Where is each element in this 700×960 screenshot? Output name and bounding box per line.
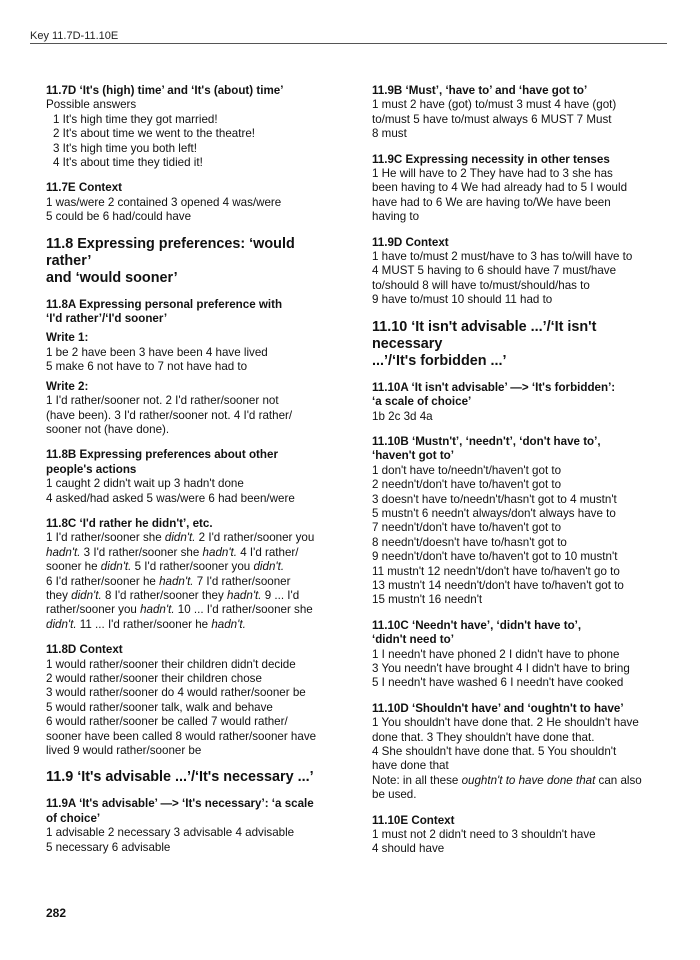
answer-line: 9 have to/must 10 should 11 had to: [372, 293, 553, 307]
section-heading: 11.10E Context: [372, 813, 455, 827]
section-11-9d: [372, 236, 668, 308]
answer-line: 7 needn't/don't have to/haven't got to: [372, 521, 562, 535]
answer-line: 8 must: [372, 127, 407, 141]
section-11-10b: [372, 435, 668, 608]
section-11-10: [372, 319, 668, 370]
section-11-10a: [372, 381, 668, 424]
section-11-8: [46, 236, 342, 287]
section-heading: 11.10D ‘Shouldn't have’ and ‘oughtn't to have’: [372, 701, 624, 715]
answer-line: they didn't. 8 I'd rather/sooner they hadn't. 9 ... I'd: [46, 588, 300, 602]
answer-line: 1 caught 2 didn't wait up 3 hadn't done: [46, 477, 244, 491]
answer-line: 5 could be 6 had/could have: [46, 210, 192, 224]
answer-line: 5 necessary 6 advisable: [46, 840, 171, 854]
answer-line: 4 MUST 5 having to 6 should have 7 must/have: [372, 264, 617, 278]
section-11-10e: [372, 814, 668, 857]
answer-line: 2 needn't/don't have to/haven't got to: [372, 478, 562, 492]
answer-line: to/should 8 will have to/must/should/has to: [372, 278, 590, 292]
section-11-8d: [46, 643, 342, 758]
answer-line: 1 advisable 2 necessary 3 advisable 4 advisable: [46, 826, 295, 840]
section-heading: 11.8B Expressing preferences about other people's actions: [46, 448, 278, 476]
section-11-8c: [46, 517, 342, 632]
exercise-subheading: Write 2:: [46, 379, 89, 393]
section-heading: 11.8C ‘I'd rather he didn't’, etc.: [46, 516, 213, 530]
answer-line: 1 was/were 2 contained 3 opened 4 was/were: [46, 195, 282, 209]
answer-line: been having to 4 We had already had to 5 I would: [372, 181, 628, 195]
answer-line: sooner not (have done).: [46, 422, 170, 436]
answer-line: 4 She shouldn't have done that. 5 You shouldn't: [372, 745, 617, 759]
section-heading: 11.9C Expressing necessity in other tenses: [372, 152, 610, 166]
answer-line: sooner have been called 8 would rather/sooner have: [46, 729, 317, 743]
intro-text: Possible answers: [46, 98, 137, 112]
section-heading: 11.9A ‘It's advisable’ —> ‘It's necessary’: ‘a scale of choice’: [46, 797, 314, 825]
section-heading: 11.8A Expressing personal preference with ‘I'd rather’/‘I'd sooner’: [46, 297, 283, 326]
answer-line: 1 I'd rather/sooner she didn't. 2 I'd rather/sooner you: [46, 531, 315, 545]
answer-line: 2 It's about time we went to the theatre!: [53, 127, 255, 141]
section-11-9a: [46, 797, 342, 855]
answer-line: 4 It's about time they tidied it!: [53, 156, 203, 170]
right-column: [372, 84, 668, 868]
chapter-heading: 11.10 ‘It isn't advisable ...’/‘It isn't necessary ...’/‘It's forbidden ...’: [372, 318, 597, 369]
chapter-heading: 11.8 Expressing preferences: ‘would rather’ and ‘would sooner’: [46, 235, 295, 286]
answer-line: sooner he didn't. 5 I'd rather/sooner you didn't.: [46, 560, 285, 574]
answer-line: have had to 6 We are having to/We have been: [372, 195, 611, 209]
answer-line: 4 asked/had asked 5 was/were 6 had been/were: [46, 491, 295, 505]
chapter-heading: 11.9 ‘It's advisable ...’/‘It's necessary ...’: [46, 769, 314, 786]
answer-line: lived 9 would rather/sooner be: [46, 744, 202, 758]
answer-line: 1b 2c 3d 4a: [372, 409, 433, 423]
note-line: Note: in all these oughtn't to have done that can also: [372, 773, 642, 787]
answer-line: 1 It's high time they got married!: [53, 112, 218, 126]
answer-line: 1 don't have to/needn't/haven't got to: [372, 463, 562, 477]
section-11-9b: [372, 84, 668, 142]
answer-line: 15 mustn't 16 needn't: [372, 593, 483, 607]
section-11-9c: [372, 153, 668, 225]
answer-line: 5 make 6 not have to 7 not have had to: [46, 360, 248, 374]
running-header: Key 11.7D-11.10E: [30, 30, 119, 42]
answer-line: have done that: [372, 759, 449, 773]
answer-line: 1 would rather/sooner their children didn't decide: [46, 657, 296, 671]
answer-line: 5 I needn't have washed 6 I needn't have cooked: [372, 676, 624, 690]
section-heading: 11.9D Context: [372, 235, 449, 249]
section-11-10c: [372, 619, 668, 691]
answer-line: 6 would rather/sooner be called 7 would rather/: [46, 715, 288, 729]
answer-line: to/must 5 have to/must always 6 MUST 7 Must: [372, 112, 612, 126]
answer-line: 8 needn't/doesn't have to/hasn't got to: [372, 535, 567, 549]
answer-line: 11 mustn't 12 needn't/don't have to/haven't go to: [372, 564, 620, 578]
section-heading: 11.10A ‘It isn't advisable’ —> ‘It's forbidden’: ‘a scale of choice’: [372, 380, 616, 409]
answer-line: 9 needn't/don't have to/haven't got to 10 mustn't: [372, 550, 618, 564]
page-number: 282: [46, 906, 67, 920]
answer-line: 4 should have: [372, 842, 445, 856]
answer-line: 3 You needn't have brought 4 I didn't have to bring: [372, 662, 630, 675]
answer-line: 1 You shouldn't have done that. 2 He shouldn't have: [372, 716, 639, 730]
answer-line: 5 would rather/sooner talk, walk and behave: [46, 700, 273, 714]
answer-line: 1 must 2 have (got) to/must 3 must 4 have (got): [372, 98, 617, 112]
answer-line: 1 be 2 have been 3 have been 4 have lived: [46, 345, 268, 359]
answer-line: 1 have to/must 2 must/have to 3 has to/will have to: [372, 250, 633, 264]
answer-line: hadn't. 3 I'd rather/sooner she hadn't. 4 I'd rather/: [46, 545, 299, 559]
section-heading: 11.10B ‘Mustn't’, ‘needn't’, ‘don't have to’, ‘haven't got to’: [372, 434, 601, 463]
answer-line: 1 I'd rather/sooner not. 2 I'd rather/sooner not: [46, 394, 279, 408]
answer-line: 2 would rather/sooner their children chose: [46, 672, 262, 685]
section-11-9: [46, 769, 342, 786]
section-11-8a: [46, 298, 342, 438]
note-line: be used.: [372, 788, 417, 802]
section-heading: 11.7E Context: [46, 181, 123, 195]
answer-line: 6 I'd rather/sooner he hadn't. 7 I'd rather/sooner: [46, 574, 291, 588]
section-11-8b: [46, 448, 342, 506]
answer-line: didn't. 11 ... I'd rather/sooner he hadn't.: [46, 617, 246, 631]
exercise-subheading: Write 1:: [46, 331, 89, 345]
section-11-10d: [372, 702, 668, 803]
answer-line: 3 doesn't have to/needn't/hasn't got to 4 mustn't: [372, 492, 617, 506]
answer-line: 1 He will have to 2 They have had to 3 she has: [372, 167, 613, 181]
answer-line: 13 mustn't 14 needn't/don't have to/haven't got to: [372, 578, 624, 592]
section-heading: 11.7D ‘It's (high) time’ and ‘It's (about) time’: [46, 84, 284, 97]
answer-line: having to: [372, 210, 420, 224]
section-heading: 11.8D Context: [46, 643, 123, 657]
section-heading: 11.10C ‘Needn't have’, ‘didn't have to’, ‘didn't need to’: [372, 618, 582, 647]
answer-line: 3 would rather/sooner do 4 would rather/sooner be: [46, 686, 306, 700]
section-heading: 11.9B ‘Must’, ‘have to’ and ‘have got to’: [372, 84, 588, 97]
section-11-7d: [46, 84, 342, 170]
answer-line: 1 I needn't have phoned 2 I didn't have to phone: [372, 647, 620, 661]
left-column: [46, 84, 342, 866]
answer-line: done that. 3 They shouldn't have done that.: [372, 730, 595, 744]
answer-line: 1 must not 2 didn't need to 3 shouldn't have: [372, 828, 596, 842]
answer-line: (have been). 3 I'd rather/sooner not. 4 I'd rather/: [46, 408, 293, 422]
answer-line: 3 It's high time you both left!: [53, 141, 197, 155]
answer-line: rather/sooner you hadn't. 10 ... I'd rather/sooner she: [46, 603, 313, 617]
section-11-7e: [46, 181, 342, 224]
answer-line: 5 mustn't 6 needn't always/don't always have to: [372, 506, 616, 520]
header-rule: [30, 43, 667, 44]
